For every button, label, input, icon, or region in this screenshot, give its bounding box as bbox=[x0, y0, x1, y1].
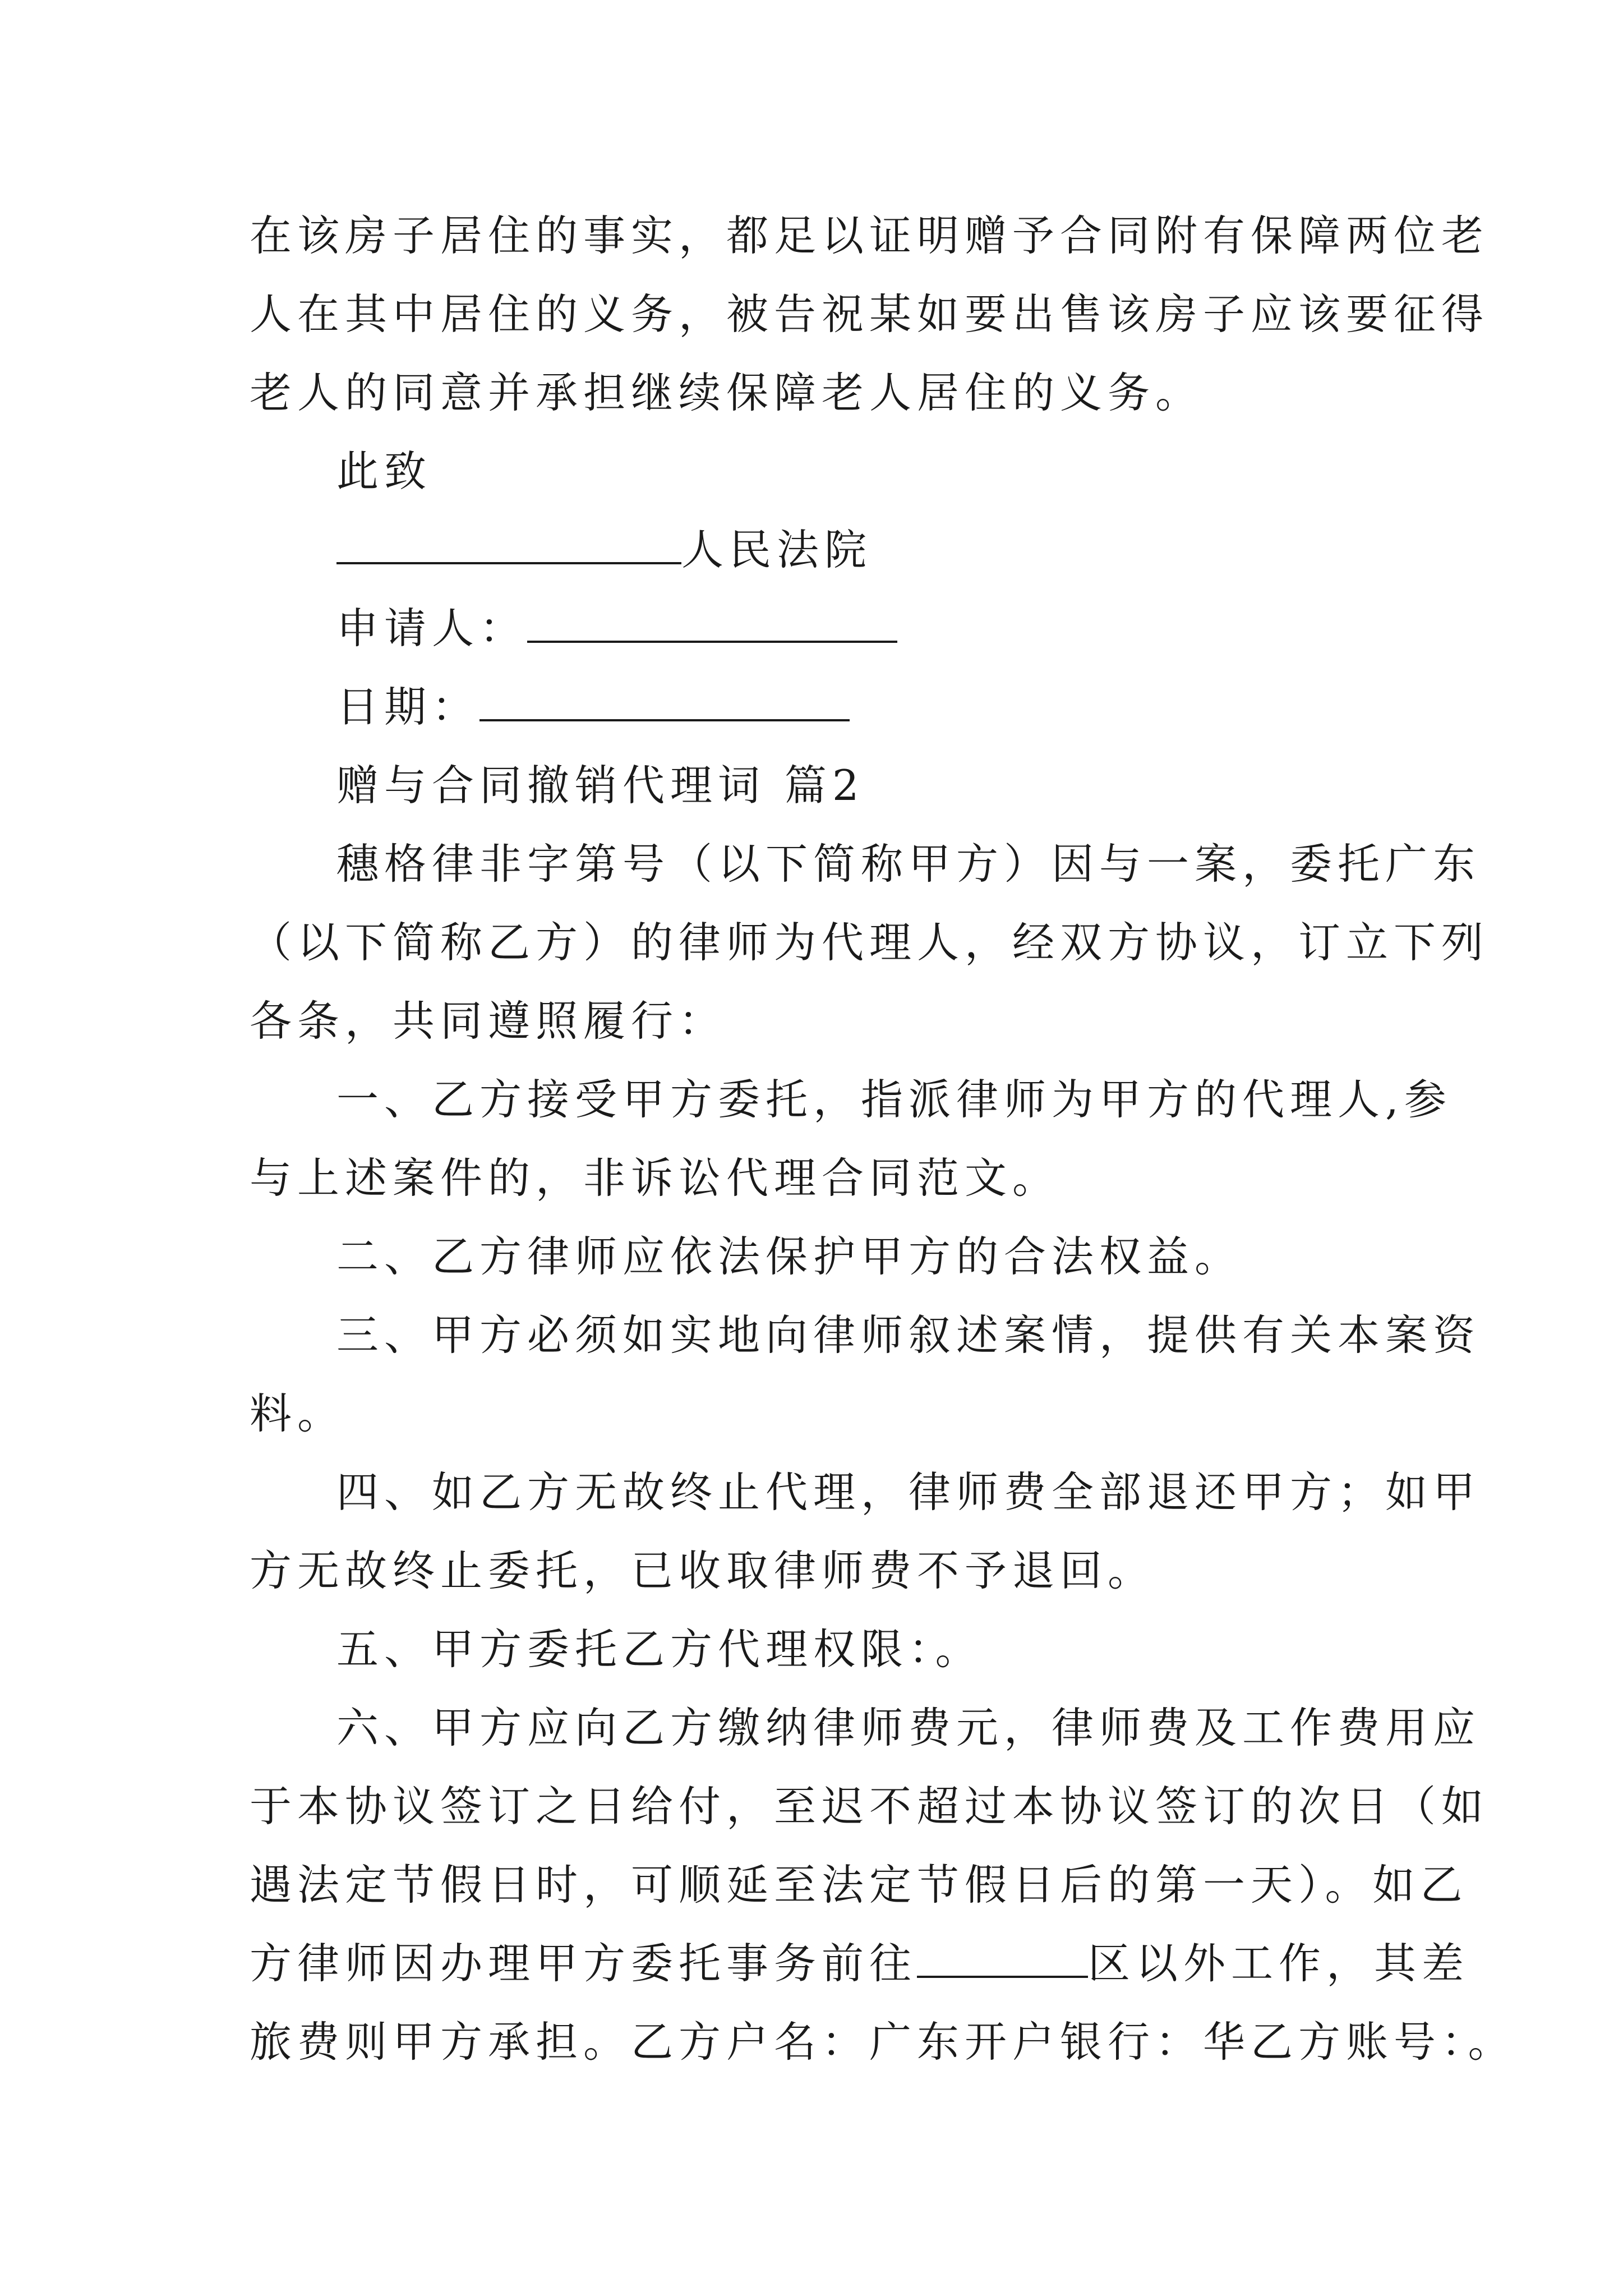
court-line bbox=[336, 522, 872, 578]
court-suffix: 人民法院 bbox=[681, 525, 873, 574]
paragraph-line: 人在其中居住的义务，被告祝某如要出售该房子应该要征得 bbox=[250, 289, 1490, 339]
clause-5-line: 五、甲方委托乙方代理权限：。 bbox=[336, 1625, 983, 1674]
clause-6-line: 遇法定节假日时，可顺延至法定节假日后的第一天）。如乙 bbox=[250, 1860, 1468, 1910]
date-line bbox=[336, 679, 850, 735]
clause-1-line: 与上述案件的，非诉讼代理合同范文。 bbox=[250, 1153, 1061, 1203]
clause-6-text-a: 方律师因办理甲方委托事务前往 bbox=[250, 1939, 917, 1988]
clause-1-line: 一、乙方接受甲方委托，指派律师为甲方的代理人,参 bbox=[336, 1075, 1452, 1124]
clause-6-line: 六、甲方应向乙方缴纳律师费元，律师费及工作费用应 bbox=[336, 1703, 1481, 1752]
clause-6-line: 旅费则甲方承担。乙方户名：广东开户银行：华乙方账号：。 bbox=[250, 2017, 1516, 2067]
applicant-line bbox=[336, 600, 897, 656]
paragraph-line: 穗格律非字第号（以下简称甲方）因与一案，委托广东 bbox=[336, 839, 1481, 889]
clause-3-line: 三、甲方必须如实地向律师叙述案情，提供有关本案资 bbox=[336, 1310, 1481, 1360]
clause-4-line: 方无故终止委托，已收取律师费不予退回。 bbox=[250, 1546, 1156, 1595]
paragraph-line: 各条，共同遵照履行： bbox=[250, 996, 727, 1046]
clause-6-line: 于本协议签订之日给付，至迟不超过本协议签订的次日（如 bbox=[250, 1782, 1490, 1831]
clause-4-line: 四、如乙方无故终止代理，律师费全部退还甲方；如甲 bbox=[336, 1467, 1481, 1517]
applicant-label: 申请人： bbox=[336, 604, 528, 653]
date-blank bbox=[479, 682, 850, 721]
clause-2-line: 二、乙方律师应依法保护甲方的合法权益。 bbox=[336, 1232, 1243, 1281]
court-name-blank bbox=[336, 525, 681, 564]
paragraph-line: 老人的同意并承担继续保障老人居住的义务。 bbox=[250, 368, 1204, 417]
date-label: 日期： bbox=[336, 682, 480, 731]
district-blank bbox=[917, 1939, 1088, 1978]
applicant-blank bbox=[527, 604, 897, 643]
clause-6-text-b: 区以外工作，其差 bbox=[1088, 1939, 1470, 1988]
closing-salutation: 此致 bbox=[336, 447, 432, 496]
section-title: 赠与合同撤销代理词 篇2 bbox=[336, 761, 865, 810]
paragraph-line: 在该房子居住的事实，都足以证明赠予合同附有保障两位老 bbox=[250, 211, 1490, 260]
clause-6-line bbox=[250, 1935, 1469, 1991]
paragraph-line: （以下简称乙方）的律师为代理人，经双方协议，订立下列 bbox=[250, 918, 1490, 967]
clause-3-line: 料。 bbox=[250, 1389, 345, 1438]
